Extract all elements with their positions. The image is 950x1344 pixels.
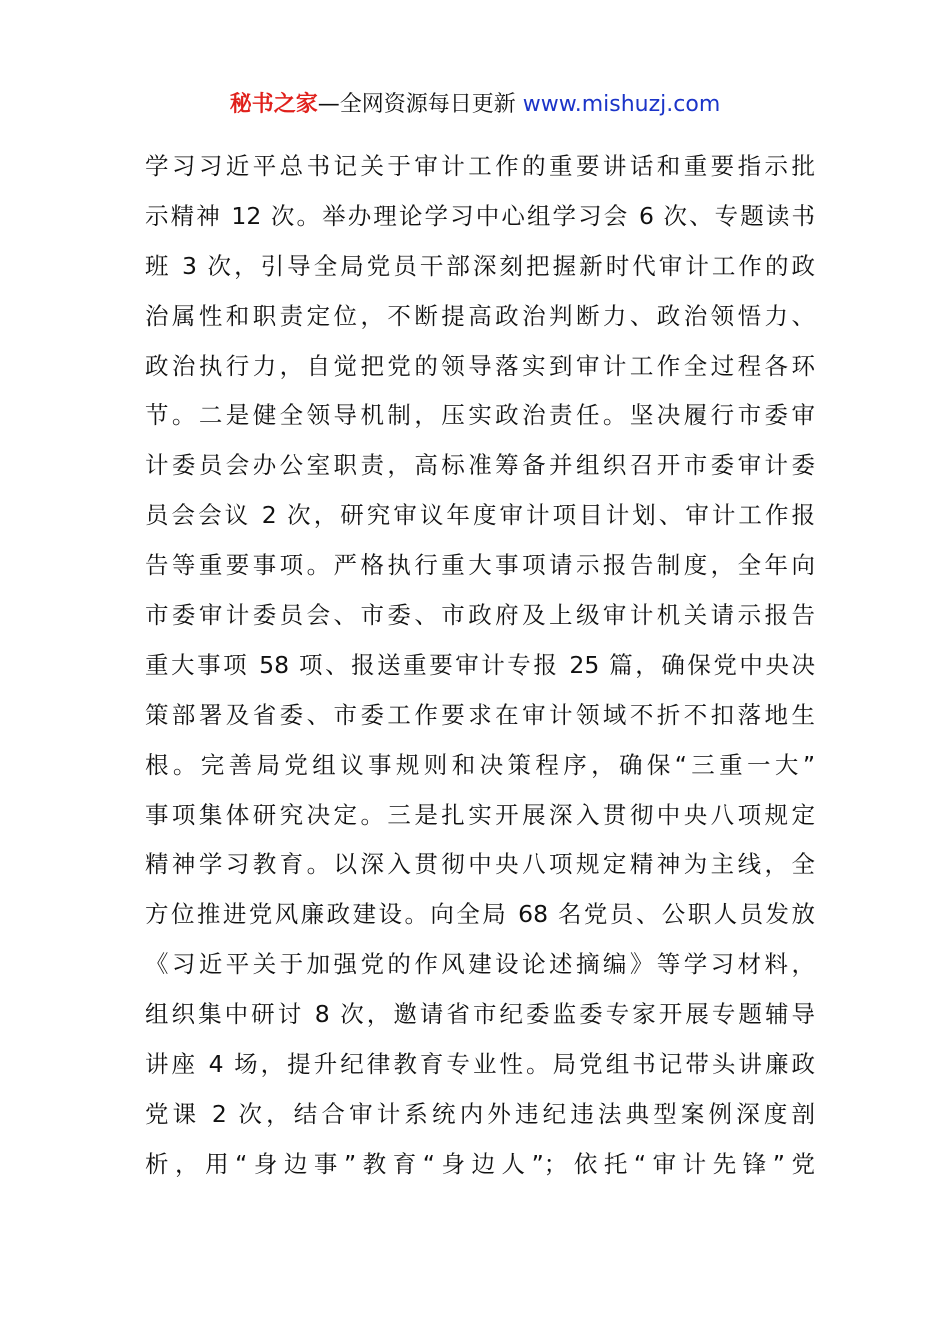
text-line: 讲座 4 场，提升纪律教育专业性。局党组书记带头讲廉政: [145, 1050, 815, 1079]
text-line: 党课 2 次，结合审计系统内外违纪违法典型案例深度剖: [145, 1099, 816, 1128]
brand-name: 秘书之家: [229, 92, 318, 117]
text-line: 市委审计委员会、市委、市政府及上级审计机关请示报告: [145, 601, 815, 630]
page-header: [0, 88, 950, 122]
text-line: 事项集体研究决定。三是扎实开展深入贯彻中央八项规定: [145, 800, 815, 829]
text-line: 员会会议 2 次，研究审议年度审计项目计划、审计工作报: [145, 501, 815, 530]
text-line: 重大事项 58 项、报送重要审计专报 25 篇，确保党中央决: [145, 650, 815, 679]
text-line: 政治执行力，自觉把党的领导落实到审计工作全过程各环: [145, 351, 815, 380]
text-line: 治属性和职责定位，不断提高政治判断力、政治领悟力、: [145, 301, 815, 330]
text-line: 根。完善局党组议事规则和决策程序，确保“三重一大”: [145, 750, 815, 779]
text-line: 节。二是健全领导机制，压实政治责任。坚决履行市委审: [145, 401, 815, 430]
text-line: 班 3 次，引导全局党员干部深刻把握新时代审计工作的政: [145, 251, 815, 280]
text-line: 告等重要事项。严格执行重大事项请示报告制度，全年向: [145, 551, 815, 580]
text-line: 精神学习教育。以深入贯彻中央八项规定精神为主线，全: [145, 850, 815, 879]
site-url-link[interactable]: www.mishuzj.com: [522, 92, 721, 117]
text-line: 学习习近平总书记关于审计工作的重要讲话和重要指示批: [145, 152, 815, 180]
text-line: 组织集中研讨 8 次，邀请省市纪委监委专家开展专题辅导: [145, 1000, 815, 1029]
header-tagline: —全网资源每日更新: [317, 92, 523, 117]
text-line: 方位推进党风廉政建设。向全局 68 名党员、公职人员发放: [145, 900, 815, 929]
text-line: 《习近平关于加强党的作风建设论述摘编》等学习材料，: [145, 950, 815, 979]
text-line: 析，用“身边事”教育“身边人”；依托“审计先锋”党: [145, 1149, 815, 1178]
body-paragraph: [145, 142, 815, 1190]
text-line: 计委员会办公室职责，高标准筹备并组织召开市委审计委: [145, 451, 815, 480]
text-line: 示精神 12 次。举办理论学习中心组学习会 6 次、专题读书: [145, 201, 815, 230]
text-line: 策部署及省委、市委工作要求在审计领域不折不扣落地生: [145, 700, 815, 729]
